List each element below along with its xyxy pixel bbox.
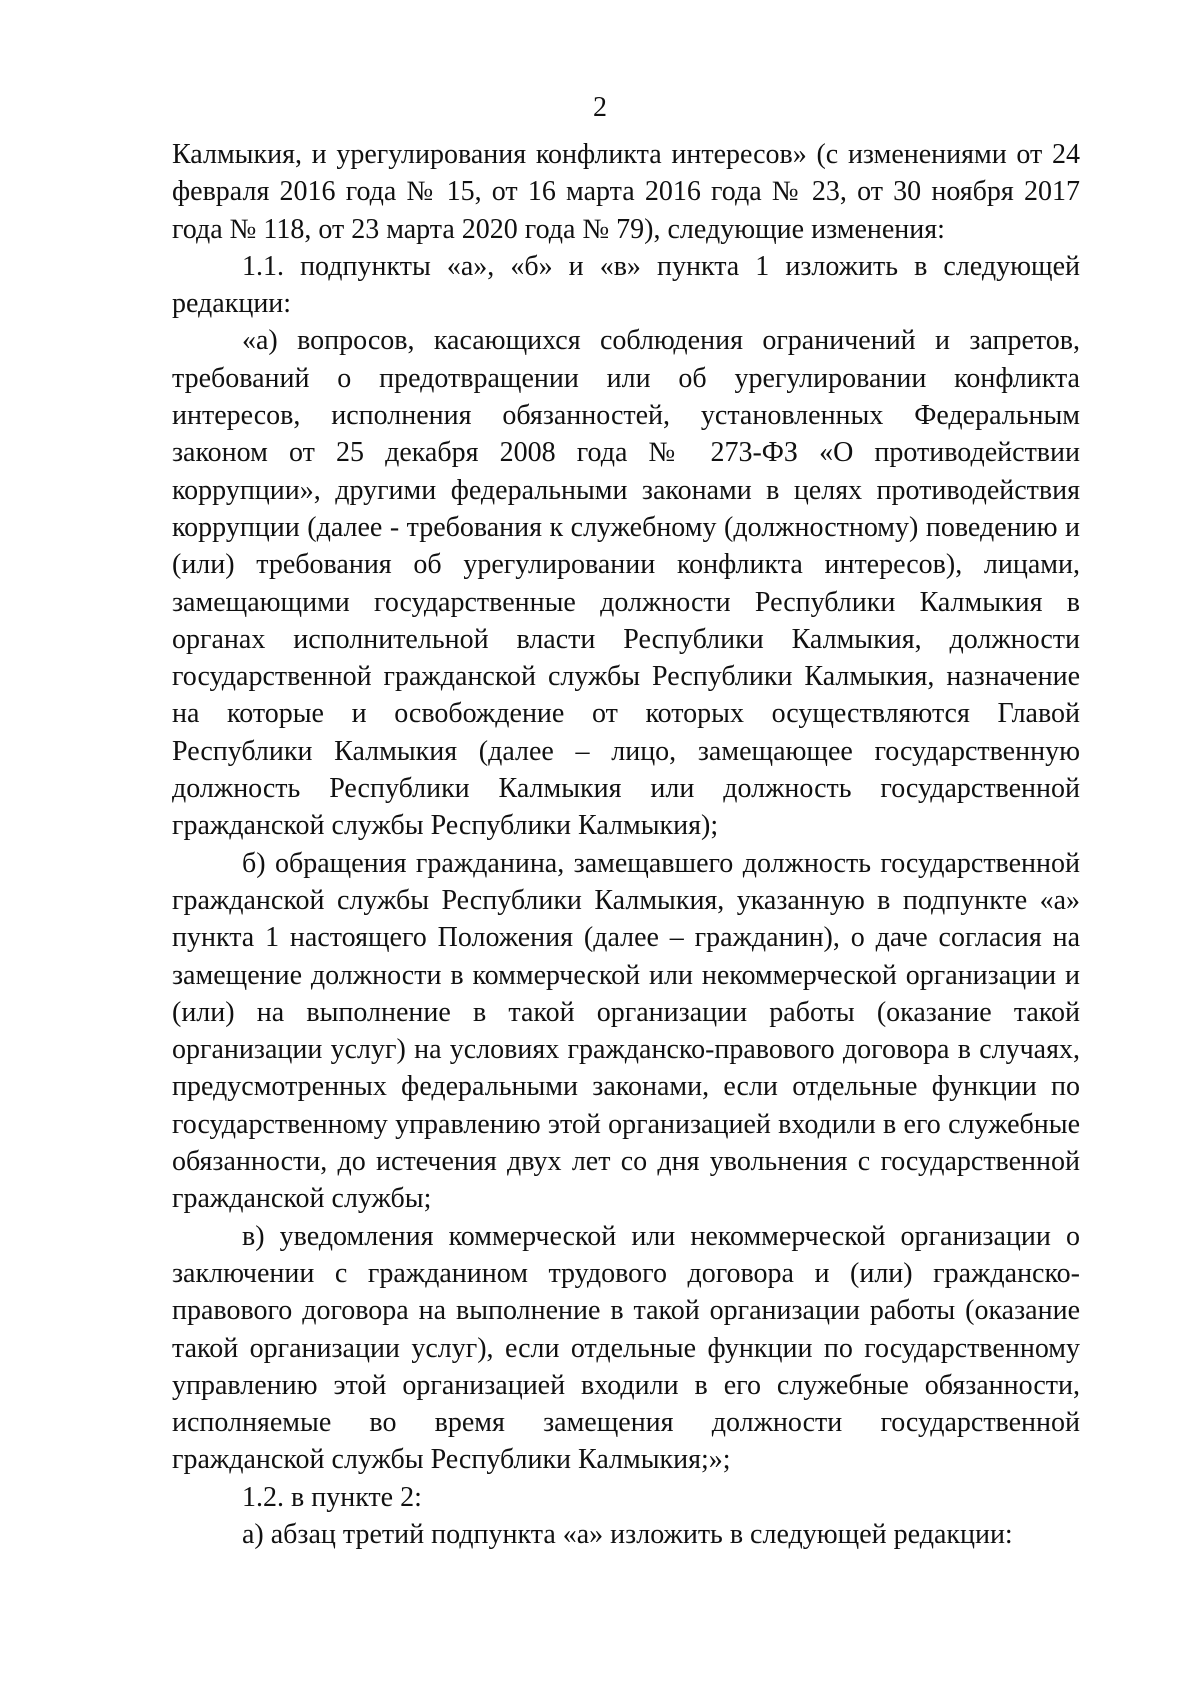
paragraph-subitem-v: в) уведомления коммерческой или некоммерческой организации о заключении с гражданином трудового договора и (или) гражданско-правового договора на выполнение в такой организации работы (оказание такой организации услуг), если отдельные функции по государственному управлению этой организацией входили в его служебные обязанности, исполняемые во время замещения должности государственной гражданской службы Республики Калмыкия;»; bbox=[172, 1220, 1080, 1476]
paragraph-item-1-2-a: а) абзац третий подпункта «а» изложить в следующей редакции: bbox=[242, 1518, 1013, 1550]
paragraph-item-1-2: 1.2. в пункте 2: bbox=[242, 1481, 422, 1513]
page-number: 2 bbox=[593, 92, 607, 123]
paragraph-item-1-1: 1.1. подпункты «а», «б» и «в» пункта 1 изложить в следующей редакции: bbox=[172, 250, 1080, 320]
document-body bbox=[172, 136, 1080, 1553]
paragraph-subitem-a: «а) вопросов, касающихся соблюдения ограничений и запретов, требований о предотвращении или об урегулировании конфликта интересов, исполнения обязанностей, установленных Федеральным законом от 25 декабря 2008 года № 273-ФЗ «О противодействии коррупции», другими федеральными законами в целях противодействия коррупции (далее - требования к служебному (должностному) поведению и (или) требования об урегулировании конфликта интересов), лицами, замещающими государственные должности Республики Калмыкия в органах исполнительной власти Республики Калмыкия, должности государственной гражданской службы Республики Калмыкия, назначение на которые и освобождение от которых осуществляются Главой Республики Калмыкия (далее – лицо, замещающее государственную должность Республики Калмыкия или должность государственной гражданской службы Республики Калмыкия); bbox=[172, 325, 1080, 842]
paragraph-continuation: Калмыкия, и урегулирования конфликта интересов» (с изменениями от 24 февраля 2016 года № 15, от 16 марта 2016 года № 23, от 30 ноября 2017 года № 118, от 23 марта 2020 года № 79), следующие изменения: bbox=[172, 139, 1080, 245]
paragraph-subitem-b: б) обращения гражданина, замещавшего должность государственной гражданской службы Республики Калмыкия, указанную в подпункте «а» пункта 1 настоящего Положения (далее – гражданин), о даче согласия на замещение должности в коммерческой или некоммерческой организации и (или) на выполнение в такой организации работы (оказание такой организации услуг) на условиях гражданско-правового договора в случаях, предусмотренных федеральными законами, если отдельные функции по государственному управлению этой организацией входили в его служебные обязанности, до истечения двух лет со дня увольнения с государственной гражданской службы; bbox=[172, 847, 1080, 1215]
